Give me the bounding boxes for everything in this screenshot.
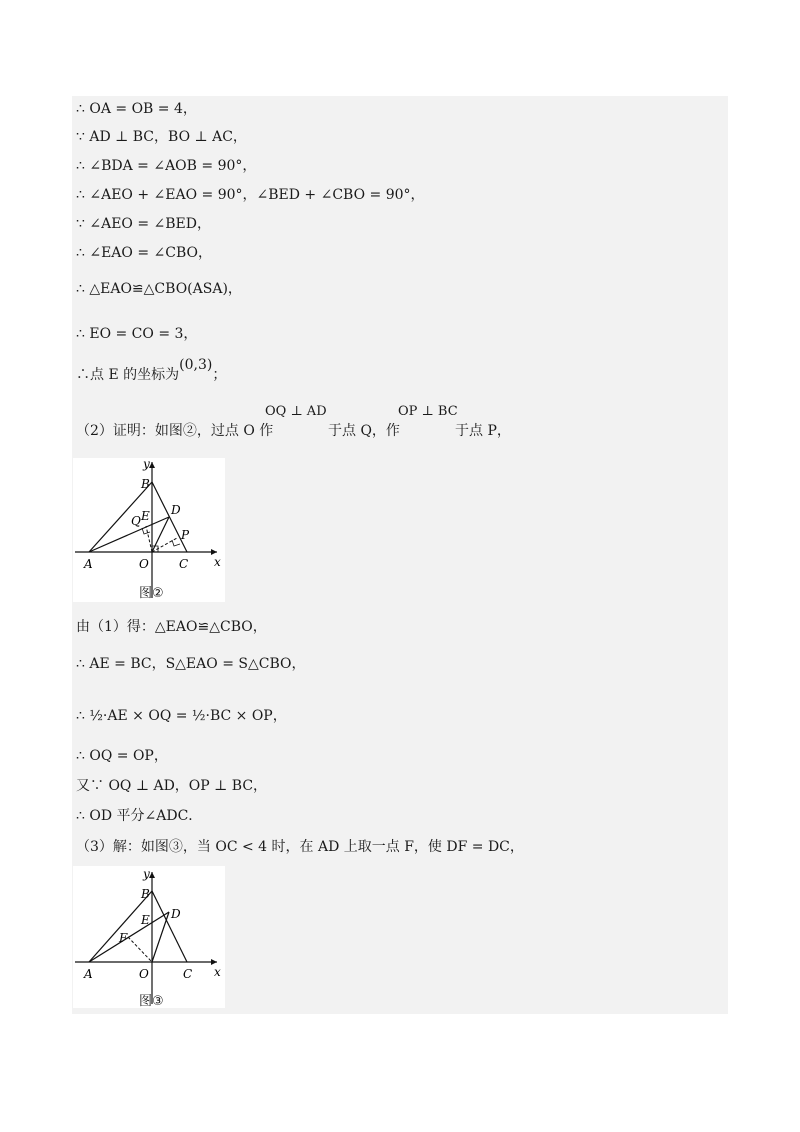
part3-intro: （3）解：如图③，当 OC < 4 时，在 AD 上取一点 F，使 DF = DC，: [76, 839, 524, 855]
fig3-y-label: y: [143, 867, 150, 881]
fig2-c-label: C: [179, 557, 189, 571]
figure-2-caption: 图②: [139, 586, 164, 601]
fig2-x-label: x: [214, 555, 221, 569]
fig2-q-label: Q: [131, 514, 141, 528]
step-ad-perp-bc: ∵ AD ⊥ BC，BO ⊥ AC，: [76, 129, 247, 145]
step-congruent: ∴ △EAO≌△CBO(ASA)，: [76, 281, 242, 297]
fig2-a-label: A: [84, 557, 93, 571]
oq-perp-ad: OQ ⊥ AD: [265, 404, 327, 419]
step-oa-ob: ∴ OA = OB = 4，: [76, 101, 197, 117]
fig3-a-label: A: [84, 967, 93, 981]
op-perp-bc: OP ⊥ BC: [398, 404, 458, 419]
step-angle-90: ∴ ∠BDA = ∠AOB = 90°，: [76, 158, 257, 174]
step-bisector: ∴ OD 平分∠ADC．: [76, 808, 203, 824]
figure-2-diagram: [73, 458, 225, 602]
fig2-p-label: P: [181, 528, 190, 542]
step-vertical-angles: ∵ ∠AEO = ∠BED，: [76, 216, 211, 232]
fig2-b-label: B: [141, 477, 150, 491]
part2-text-e: 于点 P，: [455, 423, 511, 439]
fig3-c-label: C: [183, 967, 193, 981]
fig3-e-label: E: [141, 913, 150, 927]
fig3-o-label: O: [139, 967, 149, 981]
step-e-coordinate: [76, 357, 227, 384]
step-ae-bc-area: ∴ AE = BC，S△EAO = S△CBO，: [76, 656, 306, 672]
step-area-equation: ∴ ½·AE × OQ = ½·BC × OP，: [76, 708, 287, 724]
figure-2: [73, 458, 225, 602]
fig2-d-label: D: [171, 503, 181, 517]
step-eao-cbo: ∴ ∠EAO = ∠CBO，: [76, 245, 212, 261]
step-perpendiculars: 又∵ OQ ⊥ AD，OP ⊥ BC，: [76, 778, 268, 794]
step-oq-op: ∴ OQ = OP，: [76, 748, 168, 764]
part2-text-a: （2）证明：如图②，过点 O 作: [76, 423, 274, 439]
step-from-part1: 由（1）得：△EAO≌△CBO，: [76, 619, 267, 635]
fig2-e-label: E: [141, 509, 150, 523]
step-eo-co: ∴ EO = CO = 3，: [76, 326, 198, 342]
fig2-o-label: O: [139, 557, 149, 571]
figure-3: [73, 866, 225, 1008]
fig3-d-label: D: [171, 907, 181, 921]
e-coordinate-value: (0,3): [179, 357, 213, 373]
fig3-x-label: x: [214, 965, 221, 979]
step-angle-sums: ∴ ∠AEO + ∠EAO = 90°，∠BED + ∠CBO = 90°，: [76, 187, 425, 203]
fig3-f-label: F: [119, 931, 128, 945]
fig2-y-label: y: [143, 458, 150, 471]
e-coordinate-text: ∴点 E 的坐标为: [76, 367, 180, 383]
figure-3-diagram: [73, 866, 225, 1008]
figure-3-caption: 图③: [139, 994, 164, 1009]
part2-text-c: 于点 Q，作: [328, 423, 400, 439]
fig3-b-label: B: [141, 887, 150, 901]
e-coordinate-end: ；: [212, 367, 227, 383]
